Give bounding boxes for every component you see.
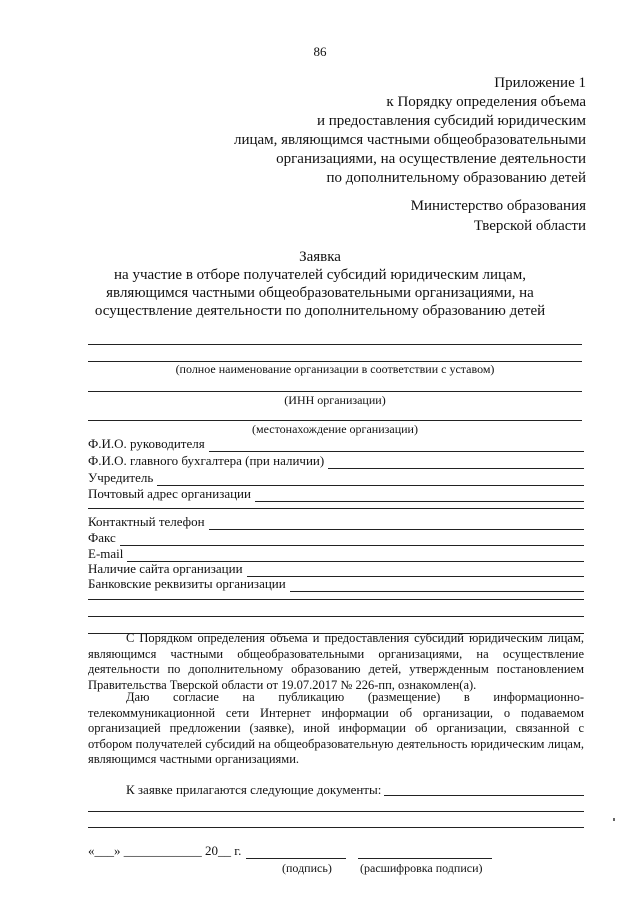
inn-caption: (ИНН организации) [284, 393, 386, 407]
website-label: Наличие сайта организации [88, 561, 243, 576]
appendix-line: и предоставления субсидий юридическим [316, 113, 586, 129]
recipient-block [411, 196, 586, 236]
appendix-header [234, 74, 586, 188]
fax-field[interactable] [88, 530, 584, 546]
website-field[interactable] [88, 561, 584, 577]
appendix-line: Приложение 1 [494, 75, 586, 91]
accountant-field[interactable] [88, 453, 584, 469]
location-caption: (местонахождение организации) [252, 422, 418, 436]
founder-field[interactable] [88, 470, 584, 486]
attached-docs-line[interactable] [384, 795, 584, 796]
org-name-caption: (полное наименование организации в соответствии с уставом) [175, 362, 495, 376]
date-field[interactable]: «___» ____________ 20__ г. [88, 843, 242, 858]
appendix-line: лицам, являющимся частными общеобразовательными [233, 132, 586, 148]
attached-docs-label: К заявке прилагаются следующие документы: [126, 782, 382, 797]
email-field[interactable] [88, 546, 584, 562]
document-subtitle: на участие в отборе получателей субсидий юридическим лицам, являющимся частными общеобразовательными организациями, на осуществление деятельности по дополнительному образованию детей [94, 267, 546, 319]
org-name-line[interactable] [88, 344, 582, 345]
accountant-label: Ф.И.О. главного бухгалтера (при наличии) [88, 453, 325, 468]
founder-label: Учредитель [88, 470, 154, 485]
postal-address-label: Почтовый адрес организации [88, 486, 251, 501]
recipient-line: Тверской области [473, 218, 586, 234]
document-title: Заявка [299, 249, 341, 265]
location-line[interactable] [88, 420, 582, 421]
postal-address-line[interactable] [88, 508, 584, 509]
bank-details-field[interactable] [88, 576, 584, 592]
director-label: Ф.И.О. руководителя [88, 436, 205, 451]
phone-label: Контактный телефон [88, 514, 205, 529]
email-label: E-mail [88, 546, 124, 561]
page-number: 86 [313, 44, 327, 59]
signature-decoding-line[interactable] [358, 858, 492, 859]
signature-caption: (подпись) [282, 861, 332, 875]
appendix-line: к Порядку определения объема [386, 94, 586, 110]
appendix-line: организациями, на осуществление деятельности [276, 151, 586, 167]
postal-address-field[interactable] [88, 486, 584, 502]
attached-docs-line[interactable] [88, 827, 584, 828]
consent-paragraph: Даю согласие на публикацию (размещение) в информационно-телекоммуникационной сети Интернет информации об организации, о подаваемом организацией предложении (заявке), иной информации об организации, связанной с отбором получателей субсидий на общеобразовательную деятельность юридическим лицам, являющимся частными организациями. [88, 690, 584, 766]
recipient-line: Министерство образования [410, 198, 586, 214]
signature-decoding-caption: (расшифровка подписи) [360, 861, 483, 875]
director-field[interactable] [88, 436, 584, 452]
phone-field[interactable] [88, 514, 584, 530]
inn-line[interactable] [88, 391, 582, 392]
bank-details-label: Банковские реквизиты организации [88, 576, 286, 591]
fax-label: Факс [88, 530, 116, 545]
attached-docs-line[interactable] [88, 811, 584, 812]
appendix-line: по дополнительному образованию детей [326, 170, 586, 186]
bank-details-line[interactable] [88, 616, 584, 617]
acknowledgement-paragraph: С Порядком определения объема и предоставления субсидий юридическим лицам, являющимся частными общеобразовательными организациями, на осуществление деятельности по дополнительному образованию детей, утвержденным постановлением Правительства Тверской области от 19.07.2017 № 226-пп, ознакомлен(а). [88, 631, 584, 692]
bank-details-line[interactable] [88, 599, 584, 600]
signature-line[interactable] [246, 858, 346, 859]
scan-mark [613, 818, 615, 821]
